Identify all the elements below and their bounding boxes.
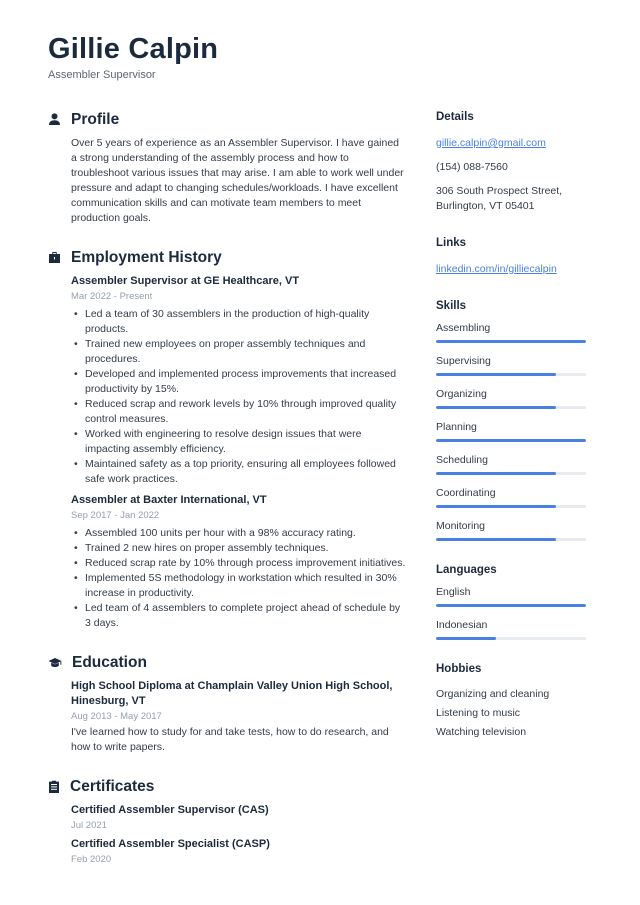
skill-bar-track <box>436 505 586 508</box>
skill-item <box>436 355 586 376</box>
sidebar-section-links <box>436 237 586 277</box>
certificate-entry <box>48 837 406 865</box>
briefcase-icon <box>48 251 61 264</box>
education-description: I've learned how to study for and take tests, how to do research, and how to write papers. <box>71 725 389 753</box>
resume-header <box>48 34 586 81</box>
job-bullet: • Assembled 100 units per hour with a 98% accuracy rating. <box>71 526 406 541</box>
job-bullet: • Maintained safety as a top priority, ensuring all employees followed safe work practices. <box>71 457 406 487</box>
hobby-item: Listening to music <box>436 706 521 719</box>
certificate-icon <box>48 780 60 793</box>
job-bullet: • Trained new employees on proper assembly techniques and procedures. <box>71 337 406 367</box>
skill-bar-track <box>436 406 586 409</box>
skill-item <box>436 520 586 541</box>
education-dates: Aug 2013 - May 2017 <box>71 710 162 722</box>
job-title: Assembler at Baxter International, VT <box>71 493 267 506</box>
details-heading: Details <box>436 110 474 123</box>
language-bar-fill <box>436 637 496 640</box>
skill-bar-fill <box>436 373 556 376</box>
certificate-title: Certified Assembler Supervisor (CAS) <box>71 803 269 816</box>
language-bar-track <box>436 637 586 640</box>
job-bullet: • Reduced scrap and rework levels by 10% through improved quality control measures. <box>71 397 406 427</box>
hobby-item: Watching television <box>436 725 527 738</box>
section-certificates <box>48 778 406 865</box>
profile-text: Over 5 years of experience as an Assembler Supervisor. I have gained a strong understanding of the assembly process and how to troubleshoot various issues that may arise. I am able to work well under pressure and adapt to changing schedules/workloads. I have excellent communication skills and can motivate team members to meet production goals. <box>71 136 404 224</box>
skill-bar-fill <box>436 472 556 475</box>
phone-number: (154) 088-7560 <box>436 160 508 173</box>
job-bullet: • Developed and implemented process improvements that increased productivity by 15%. <box>71 367 406 397</box>
address-line-2: Burlington, VT 05401 <box>436 199 535 212</box>
skill-item <box>436 454 586 475</box>
job-dates: Sep 2017 - Jan 2022 <box>71 509 160 521</box>
education-section-title: Education <box>72 653 147 671</box>
job-bullet: • Trained 2 new hires on proper assembly techniques. <box>71 541 406 556</box>
linkedin-link[interactable]: linkedin.com/in/gilliecalpin <box>436 262 557 275</box>
address-line-1: 306 South Prospect Street, <box>436 184 563 197</box>
skill-bar-track <box>436 373 586 376</box>
job-entry <box>48 274 406 487</box>
employment-heading-row <box>48 249 406 267</box>
certificate-date: Jul 2021 <box>71 819 107 831</box>
skill-label: Supervising <box>436 354 491 367</box>
resume-columns <box>48 111 586 888</box>
sidebar-section-languages <box>436 564 586 640</box>
skill-bar-track <box>436 439 586 442</box>
language-item <box>436 619 586 640</box>
sidebar-section-skills <box>436 300 586 541</box>
language-bar-track <box>436 604 586 607</box>
profile-section-title: Profile <box>71 110 120 128</box>
education-heading-row <box>48 654 406 672</box>
job-bullet: • Reduced scrap rate by 10% through process improvement initiatives. <box>71 556 406 571</box>
skill-item <box>436 487 586 508</box>
skill-item <box>436 388 586 409</box>
section-profile <box>48 111 406 226</box>
skills-heading: Skills <box>436 299 467 312</box>
job-bullet-list <box>71 526 406 631</box>
job-bullet: • Implemented 5S methodology in workstation which resulted in 30% increase in productivity. <box>71 571 406 601</box>
graduation-cap-icon <box>48 656 62 669</box>
job-entry <box>48 493 406 631</box>
language-item <box>436 586 586 607</box>
skill-label: Scheduling <box>436 453 488 466</box>
language-label: English <box>436 585 471 598</box>
education-degree: High School Diploma at Champlain Valley Union High School, Hinesburg, VT <box>71 679 393 707</box>
job-bullet-list <box>71 307 406 487</box>
section-education <box>48 654 406 755</box>
skill-bar-track <box>436 340 586 343</box>
candidate-name: Gillie Calpin <box>48 33 219 65</box>
skill-bar-fill <box>436 505 556 508</box>
main-column <box>48 111 406 888</box>
sidebar-section-hobbies <box>436 663 586 742</box>
job-dates: Mar 2022 - Present <box>71 290 153 302</box>
skill-bar-fill <box>436 439 586 442</box>
candidate-title: Assembler Supervisor <box>48 68 156 81</box>
job-bullet: • Worked with engineering to resolve design issues that were impacting assembly efficiency. <box>71 427 406 457</box>
section-employment <box>48 249 406 631</box>
skill-label: Organizing <box>436 387 487 400</box>
hobby-item: Organizing and cleaning <box>436 687 550 700</box>
skill-bar-track <box>436 538 586 541</box>
job-bullet: • Led a team of 30 assemblers in the production of high-quality products. <box>71 307 406 337</box>
education-entry <box>48 679 406 755</box>
hobbies-heading: Hobbies <box>436 662 482 675</box>
skill-label: Monitoring <box>436 519 486 532</box>
skill-item <box>436 322 586 343</box>
language-label: Indonesian <box>436 618 488 631</box>
certificate-title: Certified Assembler Specialist (CASP) <box>71 837 270 850</box>
certificate-date: Feb 2020 <box>71 853 112 865</box>
certificates-section-title: Certificates <box>70 777 155 795</box>
links-heading: Links <box>436 236 467 249</box>
job-title: Assembler Supervisor at GE Healthcare, VT <box>71 274 300 287</box>
certificates-heading-row <box>48 778 406 796</box>
skill-bar-fill <box>436 538 556 541</box>
person-icon <box>48 113 61 126</box>
skill-bar-fill <box>436 340 586 343</box>
language-bar-fill <box>436 604 586 607</box>
skill-bar-fill <box>436 406 556 409</box>
employment-section-title: Employment History <box>71 248 222 266</box>
skill-item <box>436 421 586 442</box>
skill-label: Planning <box>436 420 477 433</box>
certificate-entry <box>48 803 406 831</box>
languages-heading: Languages <box>436 563 497 576</box>
profile-heading-row <box>48 111 406 129</box>
skill-label: Assembling <box>436 321 491 334</box>
sidebar-column <box>436 111 586 765</box>
sidebar-section-details <box>436 111 586 214</box>
skill-label: Coordinating <box>436 486 496 499</box>
email-link[interactable]: gillie.calpin@gmail.com <box>436 136 546 149</box>
job-bullet: • Led team of 4 assemblers to complete project ahead of schedule by 3 days. <box>71 601 406 631</box>
skill-bar-track <box>436 472 586 475</box>
